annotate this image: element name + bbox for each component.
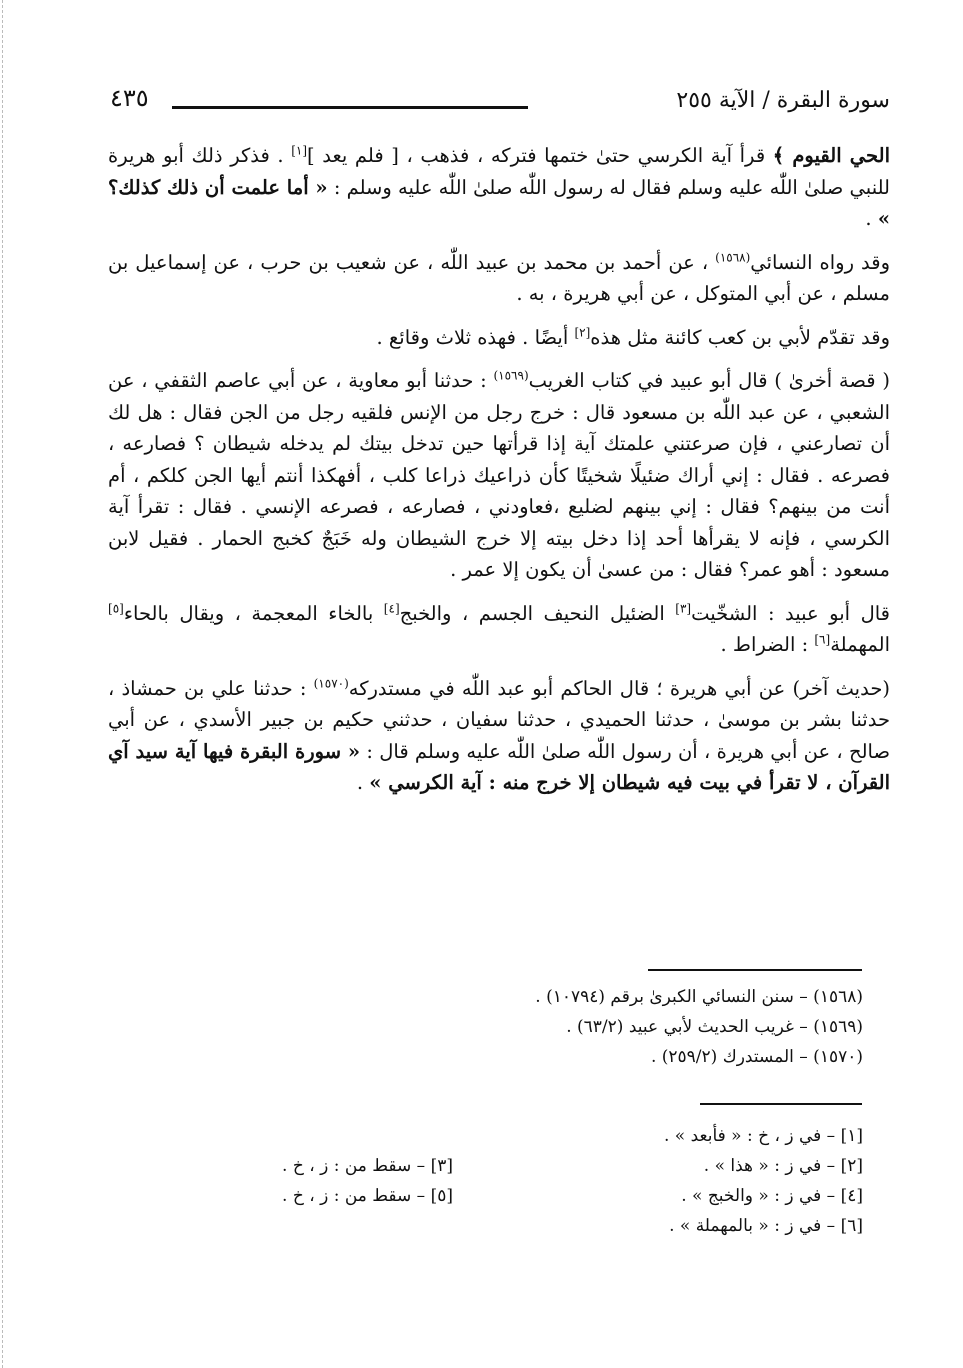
text-run: قال أبو عبيد : الشخّيت <box>691 601 891 625</box>
bold-text: الحي القيوم ﴾ <box>772 144 891 167</box>
paragraph <box>108 247 890 310</box>
main-text <box>108 140 890 811</box>
apparatus-footnotes <box>664 1121 863 1241</box>
footnote-line: (١٥٦٩) – غريب الحديث لأبي عبيد (٦٣/٢) . <box>566 1017 863 1037</box>
footnote-line: [٣] – سقط من : ز ، خ . <box>282 1156 453 1176</box>
bold-text: « سورة البقرة فيها آية سيد آي القرآن ، لا تقرأ في بيت فيه شيطان إلا خرج منه : آية الكرسي » <box>108 739 890 794</box>
text-run: : الضراط . <box>720 633 815 656</box>
surah-title: سورة البقرة / الآية ٢٥٥ <box>676 88 890 113</box>
text-run: بالخاء المعجمة ، ويقال بالحاء <box>123 601 384 625</box>
text-run: . <box>865 207 878 230</box>
footnote-line: [٢] – في ز : « هذا » . <box>703 1156 863 1176</box>
footnote-line: (١٥٧٠) – المستدرك (٢٥٩/٢) . <box>650 1047 863 1067</box>
footnote-marker: [٤] <box>383 601 400 615</box>
text-run: . فذكر ذلك أبو هريرة للنبي صلىٰ اللّٰه عليه وسلم فقال له رسول اللّٰه صلىٰ اللّٰه عليه وسلم : <box>108 144 890 199</box>
page-number: ٤٣٥ <box>110 84 149 112</box>
paragraph <box>108 673 890 799</box>
footnote-rule <box>700 1103 862 1105</box>
text-run: (حديث آخر) عن أبي هريرة ؛ قال الحاكم أبو عبد اللّٰه في مستدركه <box>348 676 890 700</box>
footnote-marker: (١٥٦٩) <box>493 368 529 383</box>
text-run: : حدثنا أبو معاوية ، عن أبي عاصم الثقفي ، عن الشعبي ، عن عبد اللّٰه بن مسعود قال : خرج رجل من الإنس فلقيه رجل من الجن فقال : هل لك أن تصارعني ، فإن صرعتني علمتك آية إذا قرأتها حين تدخل بيتك لم يدخله شيطان ؟ فصارعه ، فصرعه . فقال : إني أراك ضئيلًا شخيتًا كأن ذراعيك ذراعا كلب ، أفهكذا أنتم أيها الجن كلكم ، أم أنت من بينهم؟ فقال : إني بينهم لضليع ،فعاودني ، فصارعه ، فصرعه الإنسي . فقال : تقرأ آية الكرسي ، فإنه لا يقرأها أحد إذا دخل بيته إلا خرج الشيطان وله خَبَجٌ كخبج الحمار . فقيل لابن مسعود : أهو عمر؟ فقال : من عسىٰ أن يكون إلا عمر . <box>108 369 890 581</box>
text-run: أيضًا . فهذه ثلاث وقائع . <box>376 325 575 349</box>
paragraph <box>108 322 890 354</box>
running-header <box>110 84 890 128</box>
footnote-marker: [١] <box>291 143 308 158</box>
header-rule <box>172 106 528 109</box>
footnote-marker: [٣] <box>675 601 692 615</box>
footnote-line: (١٥٦٨) – سنن النسائي الكبرىٰ برقم (١٠٧٩٤) . <box>535 987 863 1007</box>
footnote-line: [١] – في ز ، خ : « فأبعد » . <box>663 1126 863 1146</box>
paragraph <box>108 598 890 661</box>
footnote-marker: [٢] <box>574 325 591 339</box>
page-edge <box>2 0 3 1368</box>
footnote-line: [٤] – في ز : « والخبج » . <box>681 1186 863 1206</box>
text-run: . <box>356 771 370 794</box>
text-run: الضئيل النحيف الجسم ، والخبج <box>399 601 676 625</box>
bold-text: « أما علمت أن ذلك كذلك؟ » <box>108 175 890 230</box>
footnote-marker: (١٥٧٠) <box>313 676 349 690</box>
footnote-marker: [٦] <box>814 632 831 647</box>
footnote-marker: [٥] <box>108 601 124 615</box>
numbered-footnotes <box>535 982 863 1072</box>
text-run: : حدثنا علي بن حمشاذ ، حدثنا بشر بن موسىٰ ، حدثنا الحميدي ، حدثنا سفيان ، حدثني حكيم بن جبير الأسدي ، عن أبي صالح ، عن أبي هريرة ، أن رسول اللّٰه صلىٰ اللّٰه عليه وسلم قال : <box>108 676 891 763</box>
text-run: المهملة <box>830 633 890 656</box>
footnote-rule <box>648 969 862 971</box>
text-run: وقد رواه النسائي <box>750 250 890 274</box>
text-run: وقد تقدّم لأبي بن كعب كائنة مثل هذه <box>590 325 890 349</box>
paragraph <box>108 140 890 235</box>
apparatus-footnotes-left <box>282 1151 453 1211</box>
footnote-line: [٦] – في ز : « بالمهملة » . <box>669 1216 863 1236</box>
footnote-marker: (١٥٦٨) <box>715 250 751 264</box>
paragraph <box>108 365 890 586</box>
text-run: ( قصة أخرىٰ ) قال أبو عبيد في كتاب الغريب <box>528 369 890 392</box>
text-run: ، عن أحمد بن محمد بن عبيد اللّٰه ، عن شعيب بن حرب ، عن إسماعيل بن مسلم ، عن أبي المتوكل ، عن أبي هريرة ، به . <box>108 250 890 305</box>
text-run: قرأ آية الكرسي حتىٰ ختمها فتركه ، فذهب ، [ فلم يعد ] <box>307 144 773 167</box>
footnote-line: [٥] – سقط من : ز ، خ . <box>282 1186 453 1206</box>
